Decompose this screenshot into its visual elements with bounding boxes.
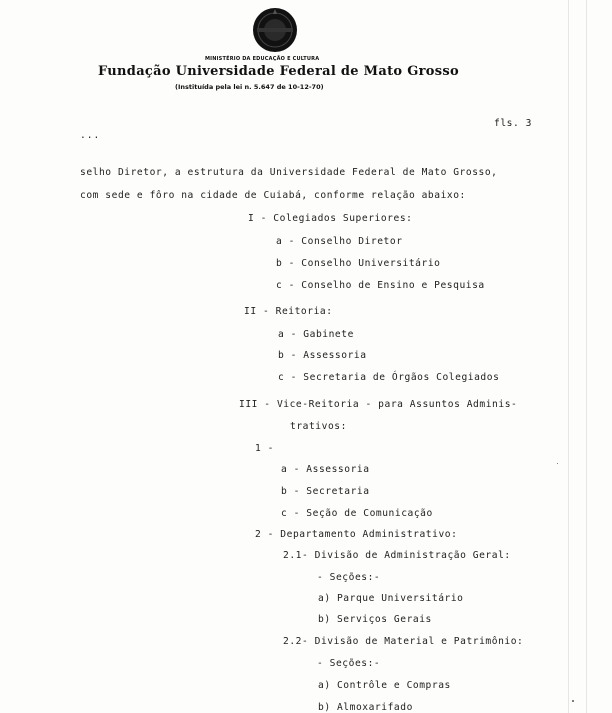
continuation-dots: ...: [80, 130, 101, 141]
section-heading-continued: trativos:: [290, 421, 347, 432]
intro-line: selho Diretor, a estrutura da Universidade Federal de Mato Grosso,: [80, 167, 498, 178]
list-item: b) Serviços Gerais: [318, 614, 432, 625]
subsection-heading: 2 - Departamento Administrativo:: [255, 529, 458, 540]
subsection-number: 1 -: [255, 443, 274, 454]
list-item: a - Conselho Diretor: [276, 236, 403, 247]
intro-line: com sede e fôro na cidade de Cuiabá, conforme relação abaixo:: [80, 190, 466, 201]
list-item: b - Secretaria: [281, 486, 370, 497]
scan-speck: [557, 463, 558, 464]
page-edge-line: [568, 0, 569, 713]
list-item: b) Almoxarifado: [318, 702, 413, 713]
list-item: c - Conselho de Ensino e Pesquisa: [276, 280, 485, 291]
section-heading: II - Reitoria:: [244, 306, 333, 317]
institution-law: (Instituída pela lei n. 5.647 de 10-12-70): [175, 83, 324, 91]
section-heading: I - Colegiados Superiores:: [248, 213, 413, 224]
sections-label: - Seções:-: [317, 572, 381, 583]
list-item: b - Assessoria: [278, 350, 367, 361]
list-item: c - Seção de Comunicação: [281, 508, 433, 519]
list-item: c - Secretaria de Órgãos Colegiados: [278, 372, 500, 383]
division-heading: 2.1- Divisão de Administração Geral:: [283, 550, 511, 561]
section-heading: III - Vice-Reitoria - para Assuntos Adminis-: [239, 399, 518, 410]
division-heading: 2.2- Divisão de Material e Patrimônio:: [283, 636, 524, 647]
list-item: a) Contrôle e Compras: [318, 680, 451, 691]
list-item: b - Conselho Universitário: [276, 258, 441, 269]
sections-label: - Seções:-: [317, 658, 381, 669]
page-edge-line: [586, 0, 587, 713]
university-name: Fundação Universidade Federal de Mato Grosso: [98, 64, 459, 79]
page-number: fls. 3: [494, 118, 532, 129]
coat-of-arms-seal: [251, 6, 299, 54]
scan-speck: [572, 700, 574, 702]
list-item: a - Gabinete: [278, 329, 354, 340]
ministry-name: MINISTÉRIO DA EDUCAÇÃO E CULTURA: [205, 56, 320, 62]
list-item: a) Parque Universitário: [318, 593, 464, 604]
list-item: a - Assessoria: [281, 464, 370, 475]
